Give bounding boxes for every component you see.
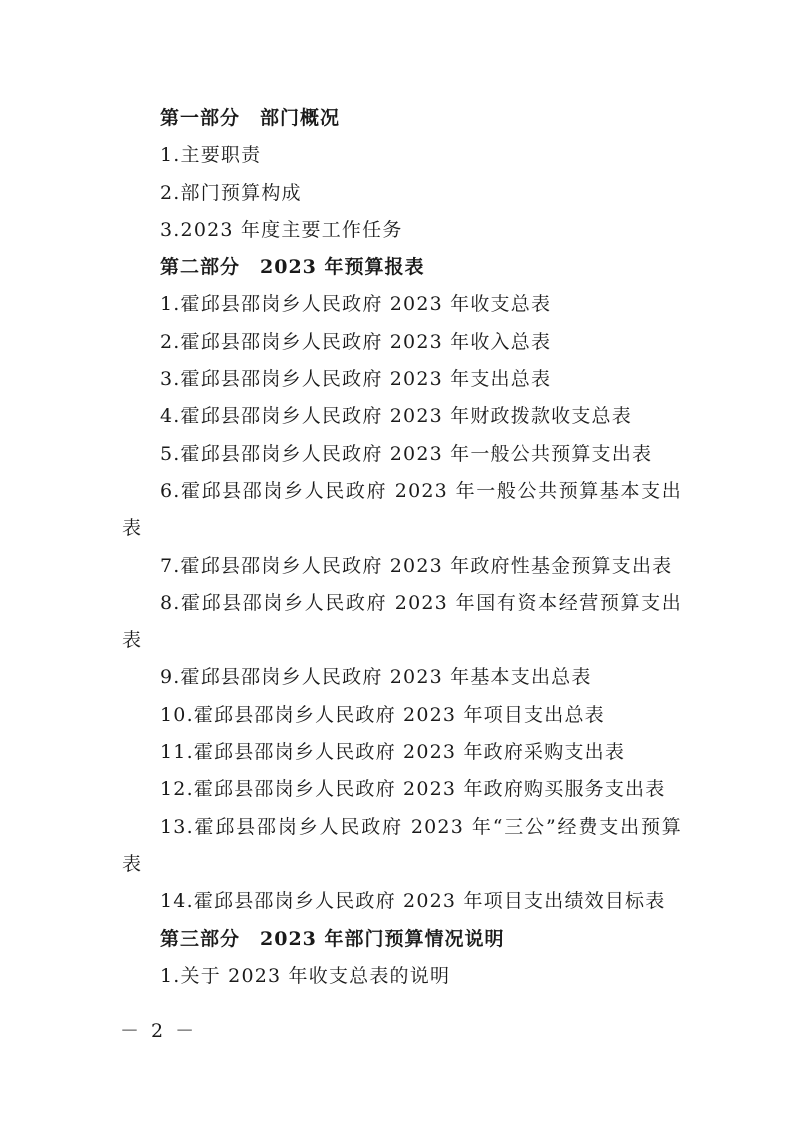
part1-heading: 第一部分 部门概况 [160, 107, 341, 129]
toc-item: 10.霍邱县邵岗乡人民政府 2023 年项目支出总表 [160, 703, 605, 726]
toc-item: 14.霍邱县邵岗乡人民政府 2023 年项目支出绩效目标表 [160, 890, 666, 913]
toc-item: 8.霍邱县邵岗乡人民政府 2023 年国有资本经营预算支出表 [122, 591, 682, 652]
toc-item: 2.部门预算构成 [160, 181, 302, 204]
toc-item: 1.关于 2023 年收支总表的说明 [160, 964, 451, 987]
toc-item: 9.霍邱县邵岗乡人民政府 2023 年基本支出总表 [160, 666, 592, 689]
toc-item: 1.主要职责 [160, 144, 262, 167]
toc-item: 5.霍邱县邵岗乡人民政府 2023 年一般公共预算支出表 [160, 442, 653, 465]
table-of-contents [122, 100, 682, 995]
part3-heading: 第三部分 2023 年部门预算情况说明 [160, 927, 505, 950]
page-number: － 2 － [120, 1020, 198, 1042]
toc-item: 13.霍邱县邵岗乡人民政府 2023 年“三公”经费支出预算表 [122, 815, 682, 875]
toc-item: 7.霍邱县邵岗乡人民政府 2023 年政府性基金预算支出表 [160, 554, 673, 577]
toc-item: 11.霍邱县邵岗乡人民政府 2023 年政府采购支出表 [160, 741, 626, 764]
toc-item: 4.霍邱县邵岗乡人民政府 2023 年财政拨款收支总表 [160, 405, 632, 428]
toc-item: 2.霍邱县邵岗乡人民政府 2023 年收入总表 [160, 330, 552, 353]
toc-item: 3.2023 年度主要工作任务 [160, 218, 403, 241]
toc-item: 12.霍邱县邵岗乡人民政府 2023 年政府购买服务支出表 [160, 778, 666, 801]
toc-item: 6.霍邱县邵岗乡人民政府 2023 年一般公共预算基本支出表 [122, 479, 682, 540]
toc-item: 1.霍邱县邵岗乡人民政府 2023 年收支总表 [160, 293, 552, 316]
part2-heading: 第二部分 2023 年预算报表 [160, 256, 425, 279]
toc-item: 3.霍邱县邵岗乡人民政府 2023 年支出总表 [160, 368, 552, 391]
